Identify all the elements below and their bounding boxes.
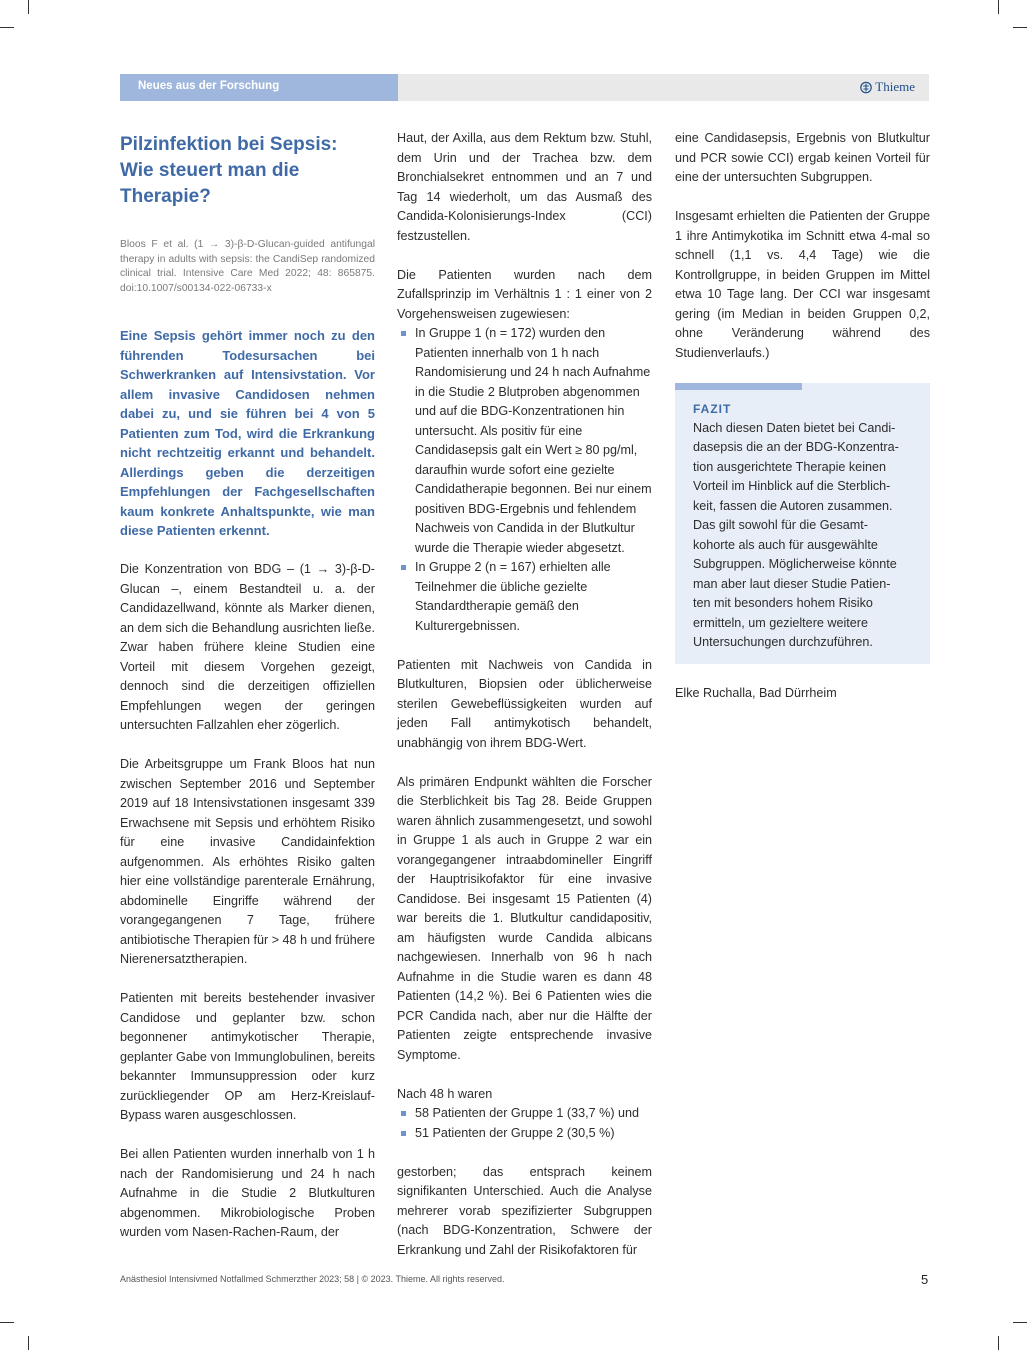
body-paragraph: Die Konzentration von BDG – (1 → 3)-β-D-Glucan –, einem Bestandteil u. a. der Candidazellwand, könnte als Marker dienen, an dem sich die Behandlung ausrichten ließe. Zwar haben frühere kleine Studien eine Vorteil mit diesem Vorgehen gezeigt, dennoch sind die derzeitigen offiziellen Empfehlungen wegen der geringen untersuchten Fallzahlen eher zögerlich. <box>120 562 375 733</box>
crop-mark <box>28 1336 29 1350</box>
column-3 <box>675 129 930 703</box>
lead-paragraph: Eine Sepsis gehört immer noch zu den führenden Todesursachen bei Schwerkranken auf Intensivstation. Vor allem invasive Candidosen nehmen dabei zu, und sie führen bei 4 von 5 Patienten zum Tod, wird die Erkrankung nicht rechtzeitig erkannt und behandelt. Allerdings geben die derzeitigen Empfehlungen der Fachgesellschaften kaum konkrete Anhaltspunkte, wie man diese Patienten erkennt. <box>120 328 375 539</box>
column-1 <box>120 129 375 1243</box>
publisher-name: Thieme <box>875 79 915 94</box>
fazit-line: tion ausgerichtete Therapie keinen <box>693 459 887 474</box>
body-paragraph: eine Candidasepsis, Ergebnis von Blutkultur und PCR sowie CCI) ergab keinen Vorteil für eine der untersuchten Subgruppen. <box>675 131 930 184</box>
author-line: Elke Ruchalla, Bad Dürrheim <box>675 685 837 700</box>
article-title: Pilzinfektion bei Sepsis: Wie steuert man die Therapie? <box>120 134 338 207</box>
fazit-line: dasepsis die an der BDG-Konzentra- <box>693 440 899 454</box>
crop-mark <box>0 27 14 28</box>
fazit-line: Das gilt sowohl für die Gesamt- <box>693 518 868 532</box>
fazit-line: keit, fassen die Autoren zusammen. <box>693 498 893 513</box>
body-paragraph: Bei allen Patienten wurden innerhalb von 1 h nach der Randomisierung und 24 h nach Aufnahme in die Studie 2 Blutkulturen abgenommen. Mikrobiologische Proben wurden vom Nasen-Rachen-Raum, der <box>120 1147 375 1240</box>
body-paragraph: Haut, der Axilla, aus dem Rektum bzw. Stuhl, dem Urin und der Trachea bzw. dem Bronchialsekret entnommen und an 7 und Tag 14 wiederholt, um das Ausmaß des Candida-Kolonisierungs-Index (CCI) festzustellen. <box>397 131 652 243</box>
body-paragraph: Nach 48 h waren <box>397 1086 493 1101</box>
bullet-icon <box>401 331 406 336</box>
fazit-line: Subgruppen. Möglicherweise könnte <box>693 557 897 571</box>
crop-mark <box>1013 1322 1027 1323</box>
body-paragraph: Insgesamt erhielten die Patienten der Gruppe 1 ihre Antimykotika im Schnitt etwa 4-mal so schnell (1,1 vs. 4,4 Tage) wie die Kontrollgruppe, in beiden Gruppen im Mittel etwa 10 Tage lang. Der CCI war insgesamt gering (im Median in beiden Gruppen 0,2, ohne Veränderung während des Studienverlaufs.) <box>675 209 930 360</box>
body-paragraph: gestorben; das entsprach keinem signifikanten Unterschied. Auch die Analyse mehrerer vorab spezifizierter Subgruppen (nach BDG-Konzentration, Schwere der Erkrankung und Zahl der Risikofaktoren für <box>397 1164 652 1257</box>
fazit-title: FAZIT <box>693 401 732 416</box>
thieme-crest-icon <box>860 81 872 94</box>
column-2 <box>397 129 652 1260</box>
list-item: 58 Patienten der Gruppe 1 (33,7 %) und <box>397 1104 652 1124</box>
list-item: 51 Patienten der Gruppe 2 (30,5 %) <box>397 1124 652 1144</box>
bullet-icon <box>401 1131 406 1136</box>
list-item: In Gruppe 1 (n = 172) wurden den Patienten innerhalb von 1 h nach Randomisierung und 24 h nach Aufnahme in die Studie 2 Blutproben abgenommen und auf die BDG-Konzentrationen hin untersucht. Als positiv für eine Candidasepsis galt ein Wert ≥ 80 pg/ml, daraufhin wurde sofort eine gezielte Candidatherapie begonnen. Bei nur einem positiven BDG-Ergebnis und fehlendem Nachweis von Candida in der Blutkultur wurde die Therapie wieder abgesetzt. <box>397 324 652 558</box>
body-paragraph: Patienten mit Nachweis von Candida in Blutkulturen, Biopsien oder üblicherweise sterilen Gewebeflüssigkeiten wurden auf jeden Fall antimykotisch behandelt, unabhängig von ihrem BDG-Wert. <box>397 657 652 750</box>
bullet-icon <box>401 1111 406 1116</box>
crop-mark <box>1013 27 1027 28</box>
list-item: In Gruppe 2 (n = 167) erhielten alle Teilnehmer die übliche gezielte Standardtherapie gemäß den Kulturergebnissen. <box>397 558 652 636</box>
section-label: Neues aus der Forschung <box>138 80 280 92</box>
fazit-line: Vorteil im Hinblick auf die Sterblich- <box>693 479 891 493</box>
citation: Bloos F et al. (1 → 3)-β-D-Glucan-guided antifungal therapy in adults with sepsis: the CandiSep randomized clinical trial. Intensive Care Med 2022; 48: 865875. doi:10.1007/s00134-022-06733-x <box>120 239 375 294</box>
crop-mark <box>998 1336 999 1350</box>
fazit-box <box>675 383 930 664</box>
group-list <box>397 324 652 636</box>
fazit-accent-bar <box>675 383 802 390</box>
fazit-line: man aber laut dieser Studie Patien- <box>693 576 891 591</box>
header-band <box>120 74 929 101</box>
section-tab <box>120 74 398 101</box>
publisher-logo <box>860 79 915 95</box>
body-paragraph: Als primären Endpunkt wählten die Forscher die Sterblichkeit bis Tag 28. Beide Gruppen waren ähnlich zusammengesetzt, und sowohl in Gruppe 1 als auch in Gruppe 2 war ein vorangegangener intraabdomineller Eingriff der Hauptrisikofaktor für eine invasive Candidose. Bei insgesamt 15 Patienten (4) war bereits die 1. Blutkultur candidapositiv, am häufigsten wurde Candida albicans nachgewiesen. Innerhalb von 96 h nach Aufnahme in die Studie waren es dann 48 Patienten (14,2 %). Bei 6 Patienten wies die PCR Candida nach, aber nur die Hälfte der Patienten zeigte entsprechende invasive Symptome. <box>397 774 652 1062</box>
deaths-list <box>397 1104 652 1143</box>
fazit-line: Untersuchungen durchzuführen. <box>693 635 873 649</box>
journal-footer: Anästhesiol Intensivmed Notfallmed Schmerzther 2023; 58 | © 2023. Thieme. All rights reserved. <box>120 1274 505 1284</box>
fazit-text <box>693 419 912 653</box>
fazit-line: ermitteln, um gezieltere weitere <box>693 615 868 630</box>
body-paragraph: Die Arbeitsgruppe um Frank Bloos hat nun zwischen September 2016 und September 2019 auf 18 Intensivstationen insgesamt 339 Erwachsene mit Sepsis und erhöhtem Risiko für eine invasive Candidainfektion aufgenommen. Als erhöhtes Risiko galten hier eine vollständige parenterale Ernährung, abdominelle Eingriffe während der vorangegangenen 7 Tage, frühere antibiotische Therapien für > 48 h und frühere Nierenersatztherapien. <box>120 757 375 967</box>
body-paragraph: Patienten mit bereits bestehender invasiver Candidose und geplanter bzw. schon begonnener antimykotischer Therapie, geplanter Gabe von Immunglobulinen, bereits bekannter Immunsuppression oder kurz zurückliegender OP am Herz-Kreislauf-Bypass waren ausgeschlossen. <box>120 991 375 1123</box>
fazit-line: kohorte als auch für ausgewählte <box>693 537 878 552</box>
crop-mark <box>998 0 999 14</box>
body-paragraph: Die Patienten wurden nach dem Zufallsprinzip im Verhältnis 1 : 1 einer von 2 Vorgehensweisen zugewiesen: <box>397 267 652 321</box>
crop-mark <box>28 0 29 14</box>
crop-mark <box>0 1322 14 1323</box>
fazit-line: Nach diesen Daten bietet bei Candi- <box>693 420 896 435</box>
page-number: 5 <box>921 1272 929 1287</box>
fazit-line: ten mit besonders hohem Risiko <box>693 596 873 610</box>
bullet-icon <box>401 565 406 570</box>
